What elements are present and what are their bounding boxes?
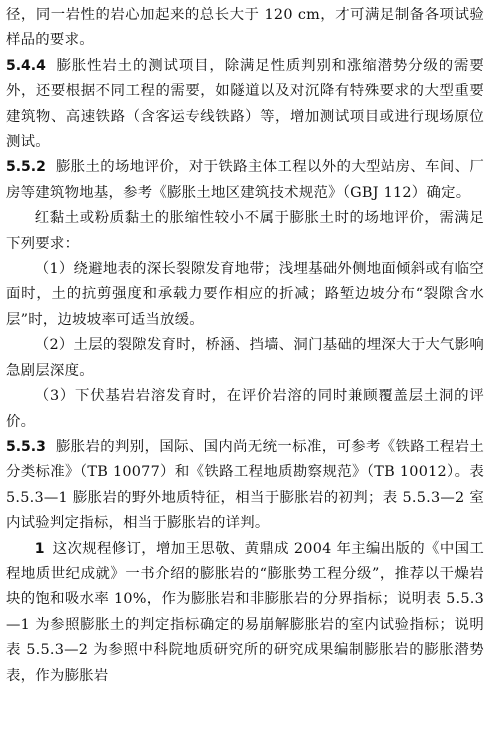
paragraph-text: （2）土层的裂隙发育时，桥涵、挡墙、洞门基础的埋深大于大气影响急剧层深度。 — [6, 337, 484, 379]
paragraph-requirements-intro — [6, 206, 484, 257]
clause-item-1 — [6, 537, 484, 689]
requirement-item-1 — [6, 257, 484, 333]
paragraph-text: 膨胀岩的判别，国际、国内尚无统一标准，可参考《铁路工程岩土分类标准》（TB 10077）和《铁路工程地质勘察规范》（TB 10012）。表 5.5.3—1 膨胀岩的野外地质特征，相当于膨胀岩的初判；表 5.5.3—2 室内试验判定指标，相当于膨胀岩的详判。 — [6, 438, 484, 532]
clause-5-4-4 — [6, 54, 484, 156]
paragraph-text: （3）下伏基岩岩溶发育时，在评价岩溶的同时兼顾覆盖层土洞的评价。 — [6, 388, 484, 430]
paragraph-text: （1）绕避地表的深长裂隙发育地带；浅埋基础外侧地面倾斜或有临空面时，土的抗剪强度和承载力要作相应的折减；路堑边坡分布“裂隙含水层”时，边坡坡率可适当放缓。 — [6, 261, 484, 328]
paragraph-text: 红黏土或粉质黏土的胀缩性较小不属于膨胀土时的场地评价，需满足下列要求： — [6, 210, 484, 252]
clause-number: 5.5.2 — [6, 159, 46, 176]
requirement-item-3 — [6, 384, 484, 435]
paragraph-text: 这次规程修订，增加王思敬、黄鼎成 2004 年主编出版的《中国工程地质世纪成就》一书介绍的膨胀岩的“膨胀势工程分级”，推荐以干燥岩块的饱和吸水率 10%，作为膨胀岩和非膨胀岩的分界指标；说明表 5.5.3—1 为参照膨胀土的判定指标确定的易崩解膨胀岩的室内试验指标；说明表 5.5.3—2 为参照中科院地质研究所的研究成果编制膨胀岩的膨胀潜势表，作为膨胀岩 — [6, 540, 484, 684]
requirement-item-2 — [6, 333, 484, 384]
clause-5-5-2 — [6, 155, 484, 206]
item-number: 1 — [34, 540, 45, 557]
paragraph-text: 径，同一岩性的岩心加起来的总长大于 120 cm，才可满足制备各项试验样品的要求。 — [6, 7, 484, 49]
paragraph-continuation — [6, 3, 484, 54]
paragraph-text: 膨胀性岩土的测试项目，除满足性质判别和涨缩潜势分级的需要外，还要根据不同工程的需要，如隧道以及对沉降有特殊要求的大型重要建筑物、高速铁路（含客运专线铁路）等，增加测试项目或进行现场原位测试。 — [6, 57, 484, 151]
paragraph-text: 膨胀土的场地评价，对于铁路主体工程以外的大型站房、车间、厂房等建筑物地基，参考《膨胀土地区建筑技术规范》（GBJ 112）确定。 — [6, 159, 484, 201]
clause-5-5-3 — [6, 435, 484, 537]
clause-number: 5.4.4 — [6, 57, 46, 74]
clause-number: 5.5.3 — [6, 438, 46, 455]
